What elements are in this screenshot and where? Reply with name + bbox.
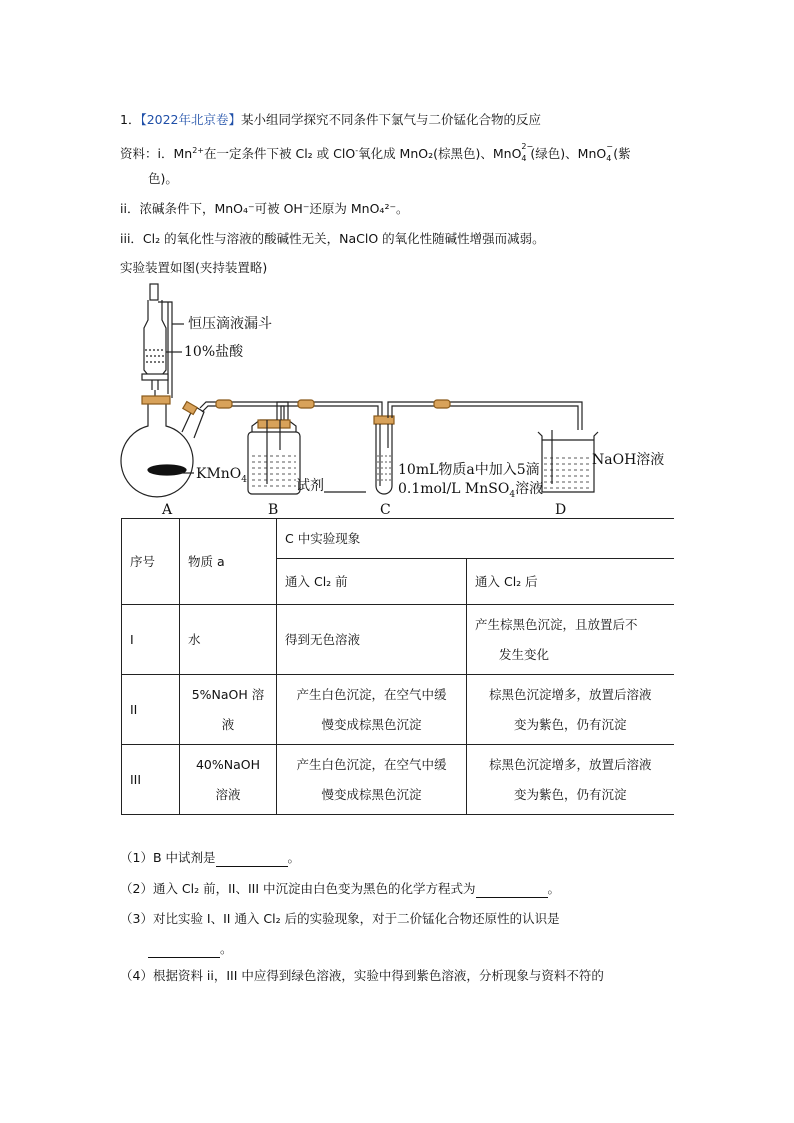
- reagent-label: 试剂: [296, 478, 324, 494]
- table-row: II 5%NaOH 溶 液 产生白色沉淀，在空气中缓 慢变成棕黑色沉淀 棕黑色沉淀增多，放置后溶液 变为紫色，仍有沉淀: [122, 675, 674, 745]
- header-group: C 中实验现象: [277, 519, 674, 559]
- funnel-label: 恒压滴液漏斗: [188, 316, 272, 332]
- material-i-line2: 色)。: [148, 171, 178, 186]
- material-i-line1: 资料：i．$Mn^{2+}$在一定条件下被 Cl₂ 或 ClO-氧化成 MnO₂(棕黑色)、MnO 2− 4 (绿色)、MnO − 4 (紫: [120, 142, 631, 164]
- answer-blank: [148, 943, 220, 958]
- subquestion-4: （4）根据资料 ii，III 中应得到绿色溶液，实验中得到紫色溶液，分析现象与资料不符的: [120, 968, 604, 983]
- beaker: [538, 430, 598, 492]
- subquestion-3: （3）对比实验 I、II 通入 Cl₂ 后的实验现象，对于二价锰化合物还原性的认识是: [120, 911, 560, 926]
- answer-blank: [216, 852, 288, 867]
- question-stem: [120, 111, 541, 129]
- test-tube: [374, 416, 394, 494]
- naoh-label: NaOH溶液: [592, 452, 665, 468]
- source-tag: 【2022年北京卷】: [140, 112, 242, 127]
- observation-table: [121, 518, 674, 815]
- c-label-line1: 10mL物质a中加入5滴: [398, 462, 540, 478]
- header-before: 通入 Cl₂ 前: [277, 559, 467, 605]
- material-ii: ii．浓碱条件下，MnO₄⁻可被 OH⁻还原为 MnO₄²⁻。: [120, 201, 409, 216]
- question-number: 1．: [120, 112, 141, 127]
- label-b: B: [268, 502, 279, 518]
- acid-label: 10%盐酸: [184, 344, 244, 360]
- wash-bottle: [248, 420, 300, 494]
- header-after: 通入 Cl₂ 后: [467, 559, 674, 605]
- apparatus-caption: 实验装置如图(夹持装置略): [120, 260, 268, 275]
- question-text: 某小组同学探究不同条件下氯气与二价锰化合物的反应: [241, 112, 542, 127]
- label-a: A: [162, 502, 173, 518]
- subquestion-2: （2）通入 Cl₂ 前，II、III 中沉淀由白色变为黑色的化学方程式为 。: [120, 881, 561, 896]
- material-iii: iii．Cl₂ 的氧化性与溶液的酸碱性无关，NaClO 的氧化性随碱性增强而减弱。: [120, 231, 545, 246]
- round-flask: [121, 396, 204, 497]
- header-no: 序号: [122, 519, 180, 605]
- kmno4-label: KMnO$_4$: [196, 466, 248, 485]
- apparatus-figure: [112, 280, 682, 520]
- header-substance: 物质 a: [180, 519, 277, 605]
- c-label-line2: 0.1mol/L MnSO$_4$溶液: [398, 481, 544, 500]
- table-row: III 40%NaOH 溶液 产生白色沉淀，在空气中缓 慢变成棕黑色沉淀 棕黑色沉淀增多，放置后溶液 变为紫色，仍有沉淀: [122, 745, 674, 815]
- subquestion-3-blank: 。: [148, 940, 233, 958]
- label-d: D: [555, 502, 567, 518]
- label-c: C: [380, 502, 391, 518]
- subquestion-1: （1）B 中试剂是 。: [120, 850, 301, 865]
- dropping-funnel: [142, 284, 172, 398]
- table-row: I 水 得到无色溶液 产生棕黑色沉淀，且放置后不 发生变化: [122, 605, 674, 675]
- answer-blank: [476, 883, 548, 898]
